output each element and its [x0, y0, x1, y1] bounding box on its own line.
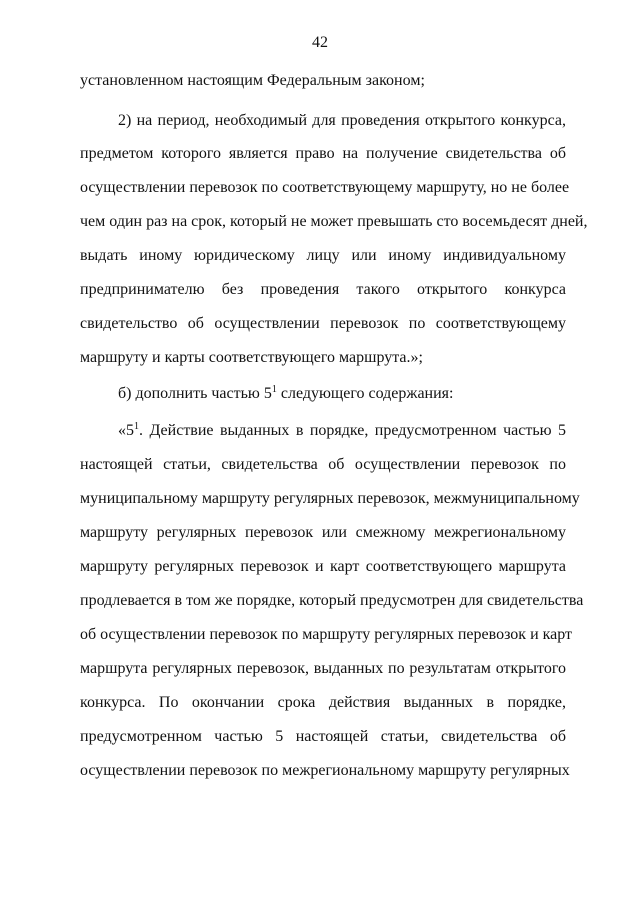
text-line: маршрута регулярных перевозок, выданных по результатам открытого	[80, 660, 566, 677]
text-line: выдать иному юридическому лицу или иному индивидуальному	[80, 247, 566, 264]
text-fragment: «5	[118, 422, 134, 439]
text-line: чем один раз на срок, который не может превышать сто восемьдесят дней,	[80, 213, 588, 230]
text-line: свидетельство об осуществлении перевозок по соответствующему	[80, 315, 566, 332]
text-line: муниципальному маршруту регулярных перевозок, межмуниципальному	[80, 490, 580, 507]
text-line: маршруту регулярных перевозок и карт соответствующего маршрута	[80, 558, 566, 575]
text-line	[118, 384, 566, 404]
text-line: предпринимателю без проведения такого открытого конкурса	[80, 281, 566, 298]
superscript: 1	[134, 421, 139, 432]
text-line: маршруту регулярных перевозок или смежному межрегиональному	[80, 524, 566, 541]
text-line: предметом которого является право на получение свидетельства об	[80, 145, 566, 162]
text-fragment: б) дополнить частью 5	[118, 385, 272, 402]
text-fragment: . Действие выданных в порядке, предусмотренном частью 5	[139, 422, 566, 439]
superscript: 1	[271, 384, 277, 395]
text-line: продлевается в том же порядке, который предусмотрен для свидетельства	[80, 592, 584, 609]
text-fragment: следующего содержания:	[276, 385, 454, 402]
text-line: об осуществлении перевозок по маршруту регулярных перевозок и карт	[80, 626, 573, 643]
text-line	[118, 421, 566, 441]
text-line: установленном настоящим Федеральным законом;	[80, 72, 425, 89]
text-line: 2) на период, необходимый для проведения открытого конкурса,	[118, 112, 566, 129]
text-line: осуществлении перевозок по соответствующему маршруту, но не более	[80, 179, 570, 196]
text-line: осуществлении перевозок по межрегиональному маршруту регулярных	[80, 762, 570, 779]
page-number: 42	[312, 34, 328, 51]
text-line: маршруту и карты соответствующего маршрута.»;	[80, 349, 423, 366]
text-line: предусмотренном частью 5 настоящей статьи, свидетельства об	[80, 728, 566, 745]
text-line: конкурса. По окончании срока действия выданных в порядке,	[80, 694, 566, 711]
text-line: настоящей статьи, свидетельства об осуществлении перевозок по	[80, 456, 566, 473]
